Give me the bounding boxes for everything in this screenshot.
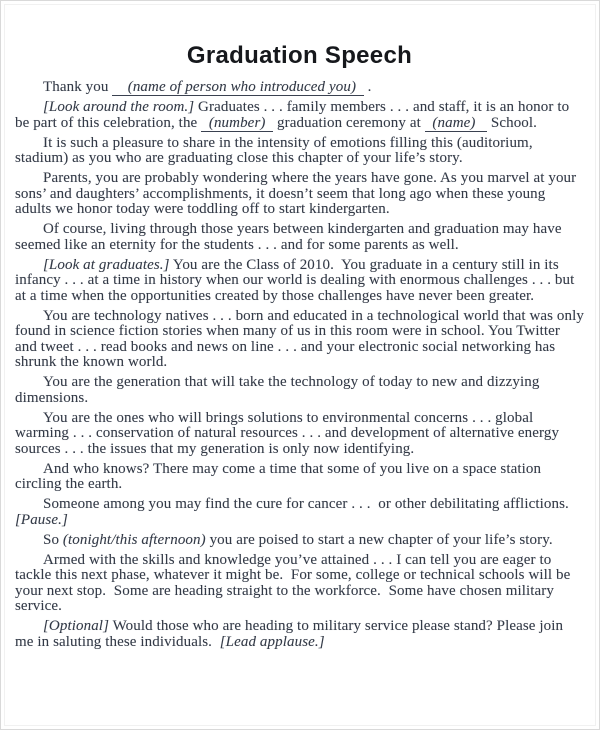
text-run: Someone among you may find the cure for cancer . . . or other debilitating afflictions.	[43, 496, 569, 512]
stage-direction: [Lead applause.]	[219, 633, 325, 650]
fill-in-blank: (name of person who introduced you)	[112, 79, 364, 95]
text-run: You are technology natives . . . born and educated in a technological world that was only found in science fiction stories when many of us in this room were in school. You Twitter and tweet . . . read books and news on line . . . and your electronic social networking has shrunk the known world.	[15, 307, 584, 370]
text-run: Armed with the skills and knowledge you’ve attained . . . I can tell you are eager to tackle this next phase, whatever it might be. For some, college or technical schools will be your next stop. Some are heading straight to the workforce. Some have chosen military service.	[15, 551, 571, 614]
paragraph	[15, 258, 584, 305]
stage-direction: [Pause.]	[15, 511, 68, 528]
stage-direction: [Optional]	[43, 618, 110, 634]
text-run: .	[363, 79, 372, 95]
text-run: Parents, you are probably wondering where the years have gone. As you marvel at your sons’ and daughters’ accomplishments, it doesn’t seem that long ago when these young adults we honor today were toddling off to start kindergarten.	[15, 170, 577, 217]
paragraph	[15, 171, 584, 218]
paragraph	[15, 80, 584, 96]
text-run: So	[43, 531, 63, 548]
paragraph	[15, 309, 584, 371]
paragraph	[15, 497, 584, 528]
text-run: You are the Class of 2010. You graduate in a century still in its infancy . . . at a time in history when our world is dealing with enormous challenges . . . but at a time when the opportunities created by those challenges have never been greater.	[15, 256, 575, 304]
paragraph	[15, 553, 584, 615]
fill-in-blank: (name)	[424, 114, 488, 131]
text-run: And who knows? There may come a time that some of you live on a space station circling the earth.	[15, 460, 542, 492]
document-title: Graduation Speech	[186, 42, 413, 69]
text-run: You are the ones who will brings solutions to environmental concerns . . . global warming . . . conservation of natural resources . . . and development of alternative energy sources . . . the issues that my generation is only now identifying.	[15, 409, 560, 457]
speech-body	[15, 80, 584, 650]
text-run: Thank you	[43, 79, 113, 95]
text-run: Would those who are heading to military service please stand? Please join me in saluting these individuals.	[15, 618, 564, 650]
paragraph	[15, 411, 584, 458]
paragraph	[15, 100, 584, 131]
text-run: School.	[487, 114, 538, 131]
text-run: graduation ceremony at	[273, 114, 425, 131]
paragraph	[15, 375, 584, 406]
paragraph	[15, 222, 584, 253]
text-run: It is such a pleasure to share in the intensity of emotions filling this (auditorium, stadium) as you who are graduating close this chapter of your life’s story.	[15, 134, 533, 166]
paragraph	[15, 462, 584, 493]
paragraph	[15, 619, 584, 650]
text-run: Graduates . . . family members . . . and staff, it is an honor to be part of this celebration, the	[15, 99, 570, 131]
paragraph	[15, 533, 584, 549]
paragraph	[15, 136, 584, 167]
text-run: you are poised to start a new chapter of your life’s story.	[205, 531, 553, 548]
text-run: You are the generation that will take the technology of today to new and dizzying dimensions.	[15, 374, 540, 406]
fill-in-blank: (number)	[201, 114, 274, 131]
text-run: Of course, living through those years between kindergarten and graduation may have seemed like an eternity for the students . . . and for some parents as well.	[15, 221, 562, 253]
stage-direction: [Look around the room.]	[43, 99, 195, 115]
stage-direction: [Look at graduates.]	[43, 256, 170, 273]
stage-direction: (tonight/this afternoon)	[62, 531, 206, 548]
